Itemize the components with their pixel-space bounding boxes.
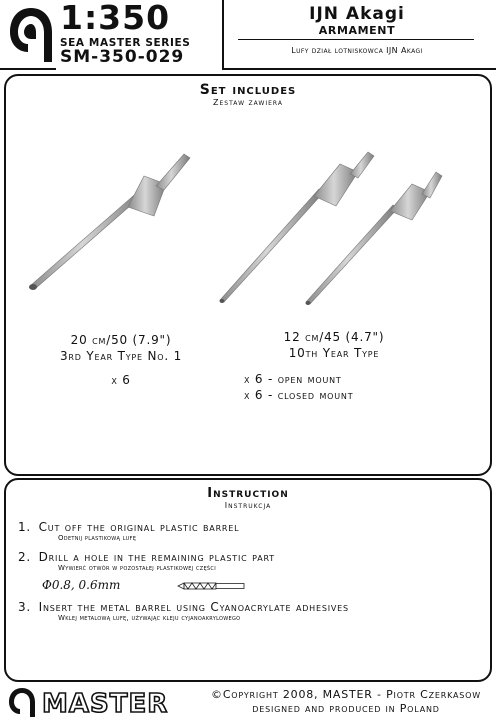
ship-title: IJN Akagi <box>309 4 405 24</box>
product-code: SM-350-029 <box>60 47 185 67</box>
step-number: 3. <box>18 600 32 614</box>
instruction-step-1 <box>18 520 239 543</box>
drill-sizes: Φ0.8, 0.6mm <box>42 578 121 592</box>
brand-text: MASTER <box>42 689 169 718</box>
polish-description: Lufy dział lotniskowca IJN Akagi <box>291 46 423 55</box>
step-subtext: Wywierć otwór w pozostałej plastikowej części <box>58 564 216 572</box>
scale-label: 1:350 <box>60 0 171 37</box>
instruction-title: Instruction <box>207 486 289 501</box>
caption-12cm-quantity-closed: x 6 - closed mount <box>244 388 354 402</box>
copyright-line-2: designed and produced in Poland <box>252 702 440 715</box>
step-text: Insert the metal barrel using Cyanoacrylate adhesives <box>38 600 349 614</box>
step-number: 2. <box>18 550 32 564</box>
master-logo-icon <box>6 4 56 66</box>
footer <box>0 684 496 720</box>
copyright-line-1: ©Copyright 2008, MASTER - Piotr Czerkasow <box>211 688 481 701</box>
step-subtext: Odetnij plastikową lufę <box>58 534 137 542</box>
header-divider-bottom <box>222 68 496 70</box>
caption-20cm-caliber: 20 cm/50 (7.9") <box>70 333 172 347</box>
step-subtext: Wklej metalową lufę, używając kleju cyjanoakrylowego <box>58 614 241 622</box>
caption-12cm-quantity-open: x 6 - open mount <box>244 372 342 386</box>
set-title: Set includes <box>199 82 297 98</box>
step-text: Drill a hole in the remaining plastic part <box>38 550 275 564</box>
set-subtitle: Zestaw zawiera <box>213 98 283 107</box>
set-includes-panel <box>4 74 492 476</box>
caption-20cm-quantity: x 6 <box>111 373 131 387</box>
instruction-step-2 <box>18 550 275 573</box>
master-brand-logo <box>8 686 188 718</box>
barrel-12cm-a <box>220 152 375 303</box>
barrel-20cm <box>29 154 190 290</box>
ship-subtitle: ARMAMENT <box>318 24 396 37</box>
instruction-step-3 <box>18 600 349 623</box>
caption-12cm-type: 10th Year Type <box>288 346 380 360</box>
drill-bit-icon <box>176 580 246 592</box>
header <box>0 0 496 70</box>
header-divider-vertical <box>222 0 224 70</box>
instruction-subtitle: Instrukcja <box>224 501 272 510</box>
step-number: 1. <box>18 520 32 534</box>
header-divider-left <box>0 68 56 70</box>
caption-20cm-type: 3rd Year Type No. 1 <box>59 349 183 363</box>
step-text: Cut off the original plastic barrel <box>38 520 240 534</box>
caption-12cm-caliber: 12 cm/45 (4.7") <box>283 330 385 344</box>
caption-20cm <box>26 332 216 388</box>
copyright <box>198 688 494 716</box>
series-label: SEA MASTER SERIES <box>60 37 191 49</box>
caption-12cm <box>234 329 434 403</box>
instruction-panel <box>4 478 492 682</box>
title-rule <box>238 39 474 40</box>
